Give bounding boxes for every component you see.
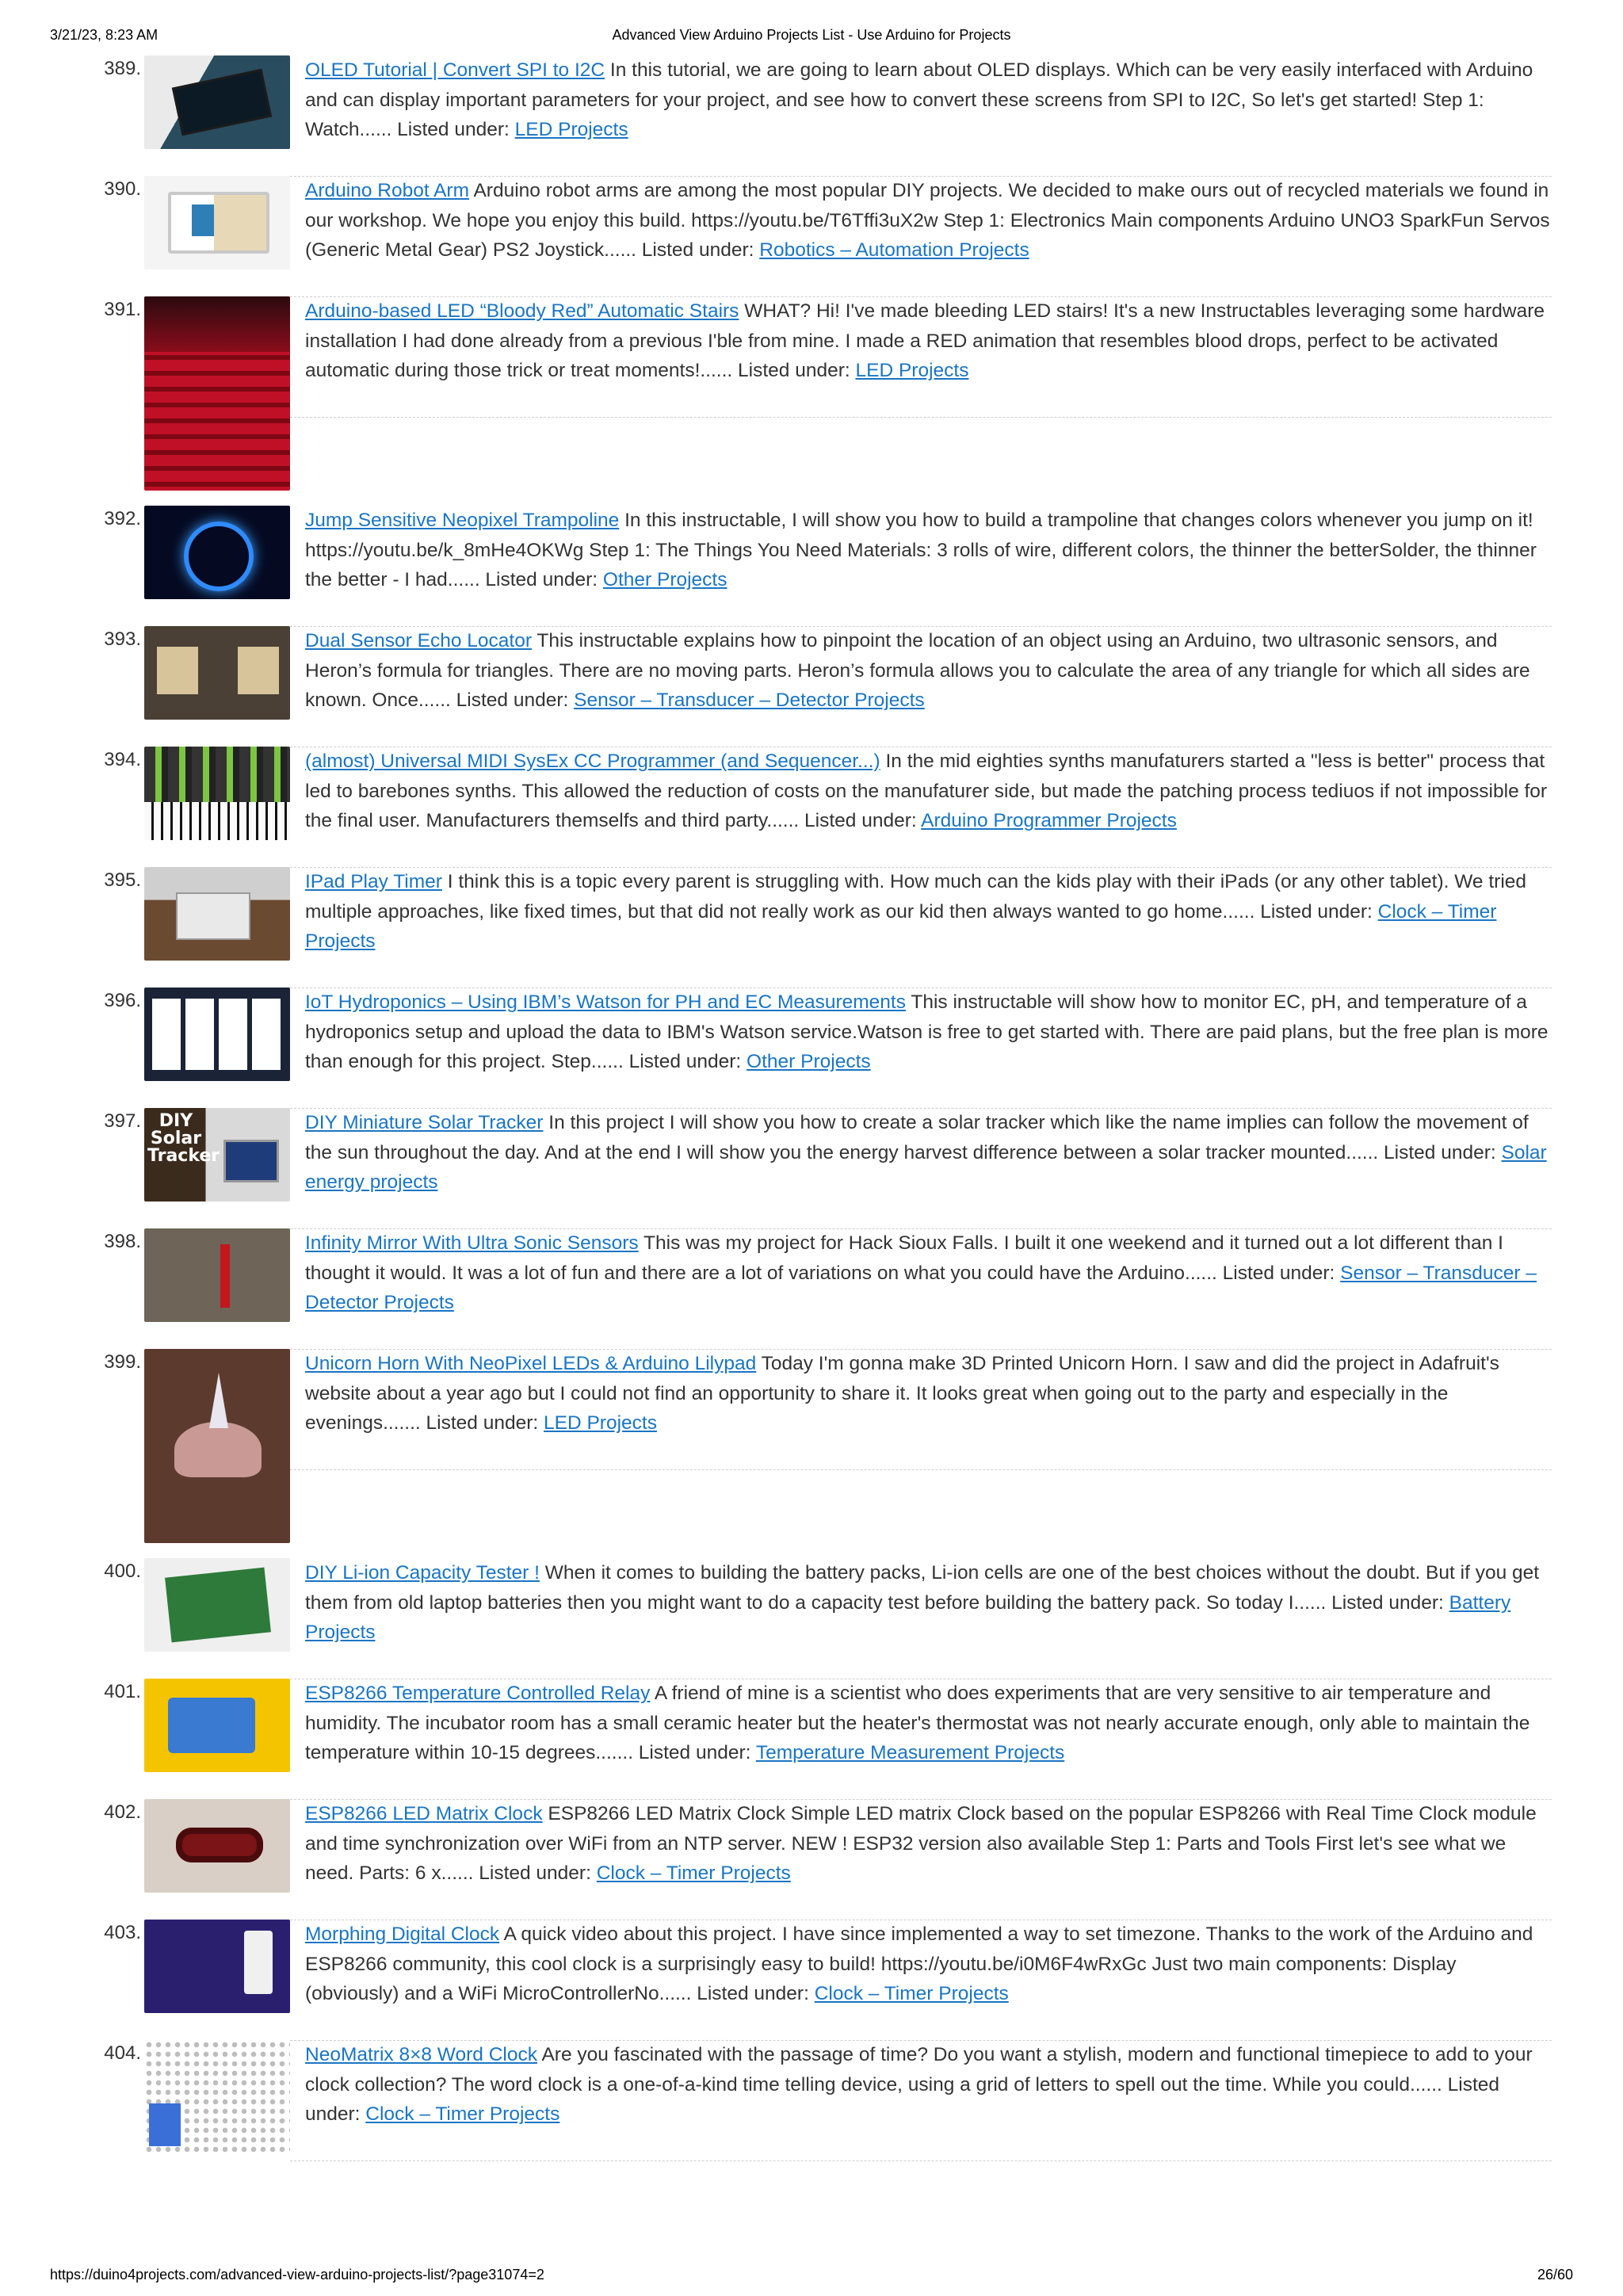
- project-title-link[interactable]: DIY Li-ion Capacity Tester !: [305, 1562, 540, 1584]
- project-thumbnail[interactable]: [144, 867, 290, 961]
- item-number: 402.: [104, 1801, 141, 1823]
- project-description: A quick video about this project. I have since implemented a way to set timezone. Thanks to the work of the Arduino and ESP8266 community, this cool clock is a surprisingly easy to build! https://youtu.be/i0M6F4wRxGc Just two main components: Display (obviously) and a WiFi MicroControllerNo...... Listed under:: [305, 1924, 1533, 2005]
- project-description: This instructable explains how to pinpoint the location of an object using an Arduino, two ultrasonic sensors, and Heron’s formula for triangles. There are no moving parts. Heron’s formula allows you to calculate the area of any triangle for which all sides are known. Once...... Listed under:: [305, 630, 1530, 712]
- category-link[interactable]: Robotics – Automation Projects: [759, 239, 1029, 262]
- item-text: [305, 296, 1551, 386]
- project-title-link[interactable]: Morphing Digital Clock: [305, 1924, 500, 1945]
- project-thumbnail[interactable]: [144, 988, 290, 1081]
- project-description: ESP8266 LED Matrix Clock Simple LED matrix Clock based on the popular ESP8266 with Real Time Clock module and time synchronization over WiFi from an NTP server. NEW ! ESP32 version also available Step 1: Parts and Tools First let's see what we need. Parts: 6 x...... Listed under:: [305, 1803, 1537, 1885]
- project-thumbnail[interactable]: [144, 1799, 290, 1893]
- project-title-link[interactable]: IoT Hydroponics – Using IBM’s Watson for PH and EC Measurements: [305, 991, 906, 1013]
- project-title-link[interactable]: (almost) Universal MIDI SysEx CC Programmer (and Sequencer...): [305, 751, 880, 772]
- category-link[interactable]: Battery Projects: [305, 1591, 1511, 1644]
- print-datetime: 3/21/23, 8:23 AM: [50, 27, 158, 43]
- print-url: https://duino4projects.com/advanced-view-arduino-projects-list/?page31074=2: [50, 2267, 544, 2283]
- category-link[interactable]: Arduino Programmer Projects: [921, 810, 1177, 832]
- item-number: 397.: [104, 1110, 141, 1132]
- category-link[interactable]: Clock – Timer Projects: [365, 2103, 560, 2126]
- project-description: This was my project for Hack Sioux Falls. I built it one weekend and it turned out a lot different than I thought it would. It was a lot of fun and there are a lot of variations on what you could have the Arduino...... Listed under:: [305, 1232, 1503, 1284]
- item-divider: [290, 1469, 1552, 1470]
- category-link[interactable]: LED Projects: [544, 1412, 657, 1435]
- item-number: 400.: [104, 1561, 141, 1582]
- print-page-number: 26/60: [1537, 2267, 1573, 2283]
- project-title-link[interactable]: DIY Miniature Solar Tracker: [305, 1112, 544, 1133]
- item-number: 401.: [104, 1681, 141, 1702]
- item-divider: [290, 2160, 1552, 2161]
- thumbnail-caption: DIY Solar Tracker: [147, 1111, 220, 1166]
- project-thumbnail[interactable]: [144, 506, 290, 599]
- project-title-link[interactable]: Dual Sensor Echo Locator: [305, 630, 532, 651]
- category-link[interactable]: Sensor – Transducer – Detector Projects: [305, 1262, 1537, 1314]
- item-text: [305, 988, 1551, 1077]
- project-thumbnail[interactable]: [144, 55, 290, 149]
- project-thumbnail[interactable]: [144, 296, 290, 491]
- project-thumbnail[interactable]: [144, 626, 290, 720]
- item-text: [305, 626, 1551, 716]
- item-number: 404.: [104, 2042, 141, 2064]
- item-text: [305, 1108, 1551, 1198]
- print-page-title: Advanced View Arduino Projects List - Use Arduino for Projects: [612, 27, 1011, 43]
- project-title-link[interactable]: ESP8266 LED Matrix Clock: [305, 1803, 543, 1824]
- item-number: 391.: [104, 299, 141, 320]
- project-description: In the mid eighties synths manufaturers started a "less is better" process that led to barebones synths. This allowed the reduction of costs on the manufaturer side, but made the patching process tediuos if not impossible for the final user. Manufacturers themselfs and third party...... Listed under:: [305, 751, 1548, 832]
- item-text: [305, 1799, 1551, 1889]
- project-description: Arduino robot arms are among the most popular DIY projects. We decided to make ours out of recycled materials we found in our workshop. We hope you enjoy this build. https://youtu.be/T6Tffi3uX2w Step 1: Electronics Main components Arduino UNO3 SparkFun Servos (Generic Metal Gear) PS2 Joystick...... Listed under:: [305, 180, 1550, 262]
- item-number: 398.: [104, 1231, 141, 1252]
- project-thumbnail[interactable]: [144, 1920, 290, 2013]
- item-text: [305, 1558, 1551, 1648]
- project-title-link[interactable]: Arduino Robot Arm: [305, 180, 469, 201]
- category-link[interactable]: Temperature Measurement Projects: [755, 1742, 1065, 1764]
- print-header: [50, 27, 1573, 49]
- item-text: [305, 747, 1551, 836]
- project-description: Are you fascinated with the passage of time? Do you want a stylish, modern and functional timepiece to add to your clock collection? The word clock is a one-of-a-kind time telling device, using a grid of letters to spell out the time. While you could...... Listed under:: [305, 2044, 1533, 2126]
- project-title-link[interactable]: Arduino-based LED “Bloody Red” Automatic Stairs: [305, 300, 739, 322]
- project-description: In this project I will show you how to create a solar tracker which like the name implies can follow the movement of the sun throughout the day. And at the end I will show you the energy harvest difference between a solar tracker mounted...... Listed under:: [305, 1112, 1529, 1163]
- item-number: 399.: [104, 1351, 141, 1373]
- project-thumbnail[interactable]: [144, 2040, 290, 2155]
- category-link[interactable]: LED Projects: [855, 360, 969, 382]
- project-description: In this tutorial, we are going to learn about OLED displays. Which can be very easily interfaced with Arduino and can display important parameters for your project, and see how to convert these screens from SPI to I2C, So let's get started! Step 1: Watch...... Listed under:: [305, 59, 1533, 141]
- item-text: [305, 55, 1551, 145]
- category-link[interactable]: LED Projects: [514, 119, 628, 141]
- print-footer: [50, 2267, 1573, 2286]
- project-title-link[interactable]: Unicorn Horn With NeoPixel LEDs & Arduino Lilypad: [305, 1353, 757, 1374]
- item-text: [305, 1679, 1551, 1768]
- project-title-link[interactable]: IPad Play Timer: [305, 871, 442, 892]
- category-link[interactable]: Sensor – Transducer – Detector Projects: [574, 690, 925, 712]
- project-title-link[interactable]: Infinity Mirror With Ultra Sonic Sensors: [305, 1232, 639, 1254]
- item-number: 396.: [104, 990, 141, 1011]
- item-text: [305, 176, 1551, 266]
- category-link[interactable]: Clock – Timer Projects: [305, 900, 1497, 953]
- project-description: A friend of mine is a scientist who does experiments that are very sensitive to air temperature and humidity. The incubator room has a small ceramic heater but the heater's thermostat was not nearly accurate enough, only able to maintain the temperature within 10-15 degrees....... Listed under:: [305, 1683, 1530, 1764]
- item-text: [305, 867, 1551, 957]
- item-text: [305, 506, 1551, 595]
- item-text: [305, 1349, 1551, 1438]
- item-text: [305, 2040, 1551, 2130]
- project-thumbnail[interactable]: [144, 1558, 290, 1652]
- item-number: 394.: [104, 749, 141, 770]
- project-title-link[interactable]: NeoMatrix 8×8 Word Clock: [305, 2044, 537, 2065]
- category-link[interactable]: Clock – Timer Projects: [596, 1862, 791, 1885]
- project-thumbnail[interactable]: [144, 1349, 290, 1543]
- project-thumbnail[interactable]: [144, 1108, 290, 1201]
- category-link[interactable]: Solar energy projects: [305, 1141, 1547, 1194]
- item-number: 389.: [104, 58, 141, 79]
- item-number: 392.: [104, 508, 141, 529]
- project-title-link[interactable]: ESP8266 Temperature Controlled Relay: [305, 1683, 651, 1704]
- category-link[interactable]: Other Projects: [602, 569, 727, 591]
- project-description: Today I'm gonna make 3D Printed Unicorn Horn. I saw and did the project in Adafruit's website about a year ago but I could not find an opportunity to share it. It looks great when going out to the party and especially in the evenings....... Listed under:: [305, 1353, 1499, 1435]
- category-link[interactable]: Clock – Timer Projects: [814, 1983, 1009, 2005]
- project-title-link[interactable]: OLED Tutorial | Convert SPI to I2C: [305, 59, 605, 81]
- project-description: This instructable will show how to monitor EC, pH, and temperature of a hydroponics setup and upload the data to IBM's Watson service.Watson is free to get started with. There are paid plans, but the free plan is more than enough for this project. Step...... Listed under:: [305, 991, 1549, 1073]
- project-title-link[interactable]: Jump Sensitive Neopixel Trampoline: [305, 510, 620, 531]
- item-number: 395.: [104, 869, 141, 891]
- project-thumbnail[interactable]: [144, 1228, 290, 1322]
- item-text: [305, 1228, 1551, 1318]
- item-divider: [290, 417, 1552, 418]
- project-description: WHAT? Hi! I've made bleeding LED stairs! It's a new Instructables leveraging some hardware installation I had done already from a previous I'ble from mine. I made a RED animation that resembles blood drops, perfect to be activated automatic during those trick or treat moments!...... Listed under:: [305, 300, 1545, 382]
- project-thumbnail[interactable]: [144, 176, 290, 269]
- project-description: In this instructable, I will show you how to build a trampoline that changes colors whenever you jump on it! https://youtu.be/k_8mHe4OKWg Step 1: The Things You Need Materials: 3 rolls of wire, different colors, the thinner the betterSolder, the thinner the better - I had...... Listed under:: [305, 510, 1537, 591]
- item-number: 393.: [104, 628, 141, 650]
- category-link[interactable]: Other Projects: [747, 1051, 871, 1073]
- project-thumbnail[interactable]: [144, 747, 290, 840]
- project-description: I think this is a topic every parent is struggling with. How much can the kids play with their iPads (or any other tablet). We tried multiple approaches, like fixed times, but that did not really work as our kid then always wanted to go home...... Listed under:: [305, 871, 1527, 923]
- item-number: 403.: [104, 1922, 141, 1943]
- project-thumbnail[interactable]: [144, 1679, 290, 1772]
- item-number: 390.: [104, 178, 141, 200]
- project-description: When it comes to building the battery packs, Li-ion cells are one of the best choices without the doubt. But if you get them from old laptop batteries then you might want to do a capacity test before building the battery pack. So today I...... Listed under:: [305, 1562, 1540, 1614]
- item-text: [305, 1920, 1551, 2009]
